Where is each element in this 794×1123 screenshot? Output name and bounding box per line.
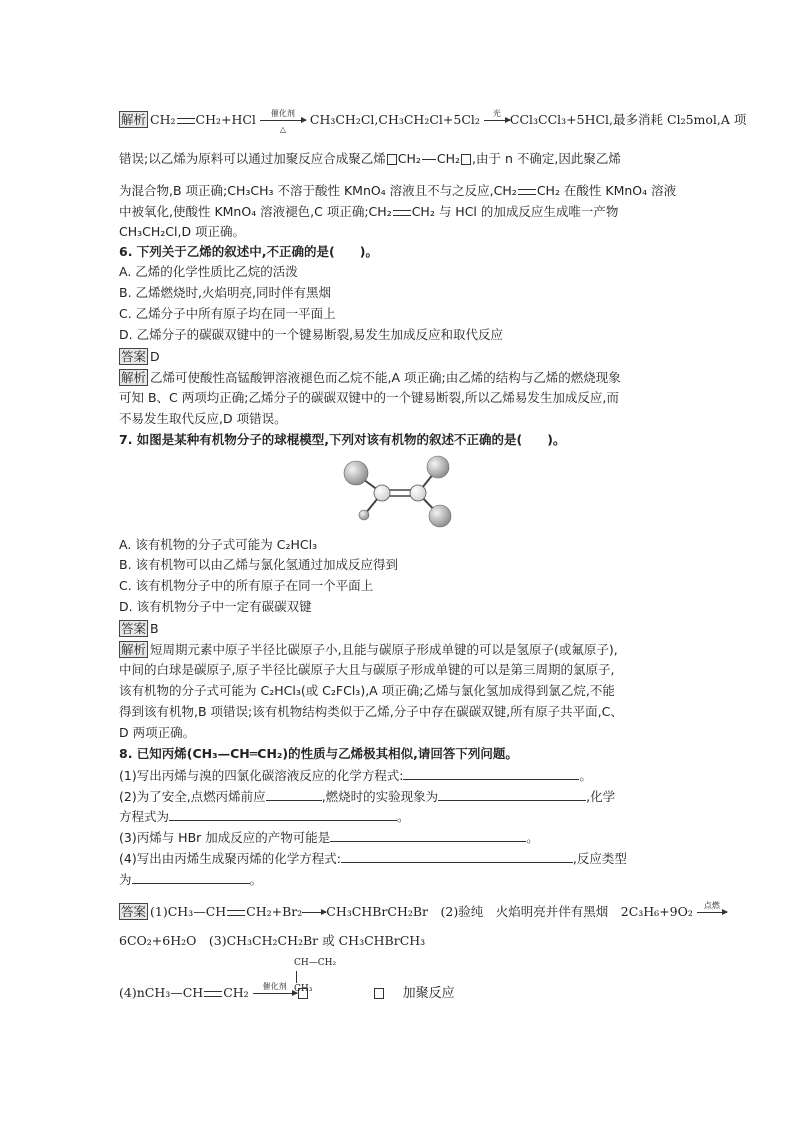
option-c: C. 乙烯分子中所有原子均在同一平面上 — [119, 306, 336, 321]
analysis-tag: 解析 — [121, 642, 147, 657]
bracket-box-icon — [298, 988, 308, 999]
analysis-line: 不易发生取代反应,D 项错误。 — [119, 411, 287, 426]
bracket-box-icon — [387, 154, 397, 165]
analysis-line: 该有机物的分子式可能为 C₂HCl₃(或 C₂FCl₃),A 项正确;乙烯与氯化氢加成得到氯乙烷,不能 — [119, 683, 615, 698]
reaction-arrow-icon: 催化剂 △ — [260, 113, 306, 129]
sub-question-2-cont: 方程式为 。 — [119, 809, 410, 824]
option-d: D. 该有机物分子中一定有碳碳双键 — [119, 599, 312, 614]
question-7-stem: 7. 如图是某种有机物分子的球棍模型,下列对该有机物的叙述不正确的是( )。 — [119, 432, 566, 447]
carbon-atom — [410, 485, 426, 501]
analysis-line: 解析 CH₂ CH₂+HCl 催化剂 △ CH₃CH₂Cl,CH₃CH₂Cl+5Cl₂ 光 CCl₃CCl₃+5HCl,最多消耗 Cl₂5mol,A 项 — [121, 108, 747, 134]
sub-question-3: (3)丙烯与 HBr 加成反应的产物可能是 。 — [119, 830, 539, 845]
analysis-line: 可知 B、C 两项均正确;乙烯分子的碳碳双键中的一个键易断裂,所以乙烯易发生加成反应,而 — [119, 390, 619, 405]
carbon-atom — [374, 485, 390, 501]
analysis-line: 为混合物,B 项正确;CH₃CH₃ 不溶于酸性 KMnO₄ 溶液且不与之反应,CH₂ CH₂ 在酸性 KMnO₄ 溶液 — [119, 183, 677, 198]
analysis-line: 中被氧化,使酸性 KMnO₄ 溶液褪色,C 项正确;CH₂ CH₂ 与 HCl 的加成反应生成唯一产物 — [119, 204, 619, 219]
answer-line: 答案 B — [121, 621, 159, 636]
double-bond-icon — [204, 991, 222, 997]
bond-icon — [422, 159, 436, 160]
chlorine-atom — [427, 456, 449, 478]
answer-tag: 答案 — [121, 349, 147, 364]
question-6-stem: 6. 下列关于乙烯的叙述中,不正确的是( )。 — [119, 244, 378, 259]
answer-line: 6CO₂+6H₂O (3)CH₃CH₂CH₂Br 或 CH₃CHBrCH₃ — [119, 933, 426, 948]
analysis-tag: 解析 — [121, 112, 147, 127]
reaction-arrow-icon: 点燃 — [697, 905, 727, 921]
double-bond-icon — [393, 210, 411, 216]
analysis-line: 错误;以乙烯为原料可以通过加聚反应合成聚乙烯 CH₂ CH₂ ,由于 n 不确定,因此聚乙烯 — [119, 151, 621, 166]
answer-blank[interactable] — [403, 767, 579, 780]
answer-blank[interactable] — [266, 788, 322, 801]
answer-blank[interactable] — [341, 850, 573, 863]
double-bond-icon — [177, 118, 195, 124]
polymer-branch-bottom: CH₃ — [294, 984, 313, 994]
option-b: B. 该有机物可以由乙烯与氯化氢通过加成反应得到 — [119, 557, 399, 572]
question-8-stem: 8. 已知丙烯(CH₃—CH═CH₂)的性质与乙烯极其相似,请回答下列问题。 — [119, 746, 518, 761]
chlorine-atom — [429, 505, 451, 527]
polymer-branch-top: CH—CH₂ — [294, 958, 337, 968]
option-d: D. 乙烯分子的碳碳双键中的一个键易断裂,易发生加成反应和取代反应 — [119, 327, 504, 342]
reaction-arrow-icon — [302, 905, 326, 921]
answer-blank[interactable] — [330, 829, 526, 842]
analysis-line: 中间的白球是碳原子,原子半径比碳原子大且与碳原子形成单键的可以是第三周期的氯原子, — [119, 662, 615, 677]
sub-question-1: (1)写出丙烯与溴的四氯化碳溶液反应的化学方程式: 。 — [119, 768, 592, 783]
analysis-line: D 两项正确。 — [119, 725, 196, 740]
option-c: C. 该有机物分子中的所有原子在同一个平面上 — [119, 578, 374, 593]
reaction-arrow-icon: 光 — [484, 113, 510, 129]
analysis-line: 解析 乙烯可使酸性高锰酸钾溶液褪色而乙烷不能,A 项正确;由乙烯的结构与乙烯的燃烧现象 — [121, 370, 621, 385]
option-b: B. 乙烯燃烧时,火焰明亮,同时伴有黑烟 — [119, 285, 331, 300]
answer-line: 答案 D — [121, 349, 160, 364]
answer-line: 答案 (1)CH₃—CH CH₂+Br₂ CH₃CHBrCH₂Br (2)验纯 火焰明亮并伴有黑烟 2C₃H₆+9O₂ 点燃 — [119, 903, 727, 921]
analysis-line: CH₃CH₂Cl,D 项正确。 — [119, 224, 246, 239]
sub-question-4: (4)写出由丙烯生成聚丙烯的化学方程式: ,反应类型 — [119, 851, 627, 866]
bracket-box-icon — [374, 988, 384, 999]
analysis-tag: 解析 — [121, 370, 147, 385]
analysis-line: 得到该有机物,B 项错误;该有机物结构类似于乙烯,分子中存在碳碳双键,所有原子共平面,C、 — [119, 704, 623, 719]
answer-blank[interactable] — [132, 871, 250, 884]
answer-tag: 答案 — [121, 904, 147, 919]
option-a: A. 乙烯的化学性质比乙烷的活泼 — [119, 264, 298, 279]
answer-tag: 答案 — [121, 621, 147, 636]
answer-line: (4)nCH₃—CH CH₂ 催化剂 加聚反应 — [119, 981, 455, 1001]
option-a: A. 该有机物的分子式可能为 C₂HCl₃ — [119, 537, 318, 552]
chlorine-atom — [344, 461, 368, 485]
sub-question-2: (2)为了安全,点燃丙烯前应 ,燃烧时的实验现象为 ,化学 — [119, 789, 616, 804]
bracket-box-icon — [461, 154, 471, 165]
double-bond-icon — [227, 910, 245, 916]
double-bond-icon — [518, 189, 536, 195]
sub-question-4-cont: 为 。 — [119, 872, 263, 887]
hydrogen-atom — [359, 510, 369, 520]
answer-blank[interactable] — [169, 808, 397, 821]
answer-blank[interactable] — [438, 788, 586, 801]
reaction-arrow-icon: 催化剂 — [253, 986, 297, 1002]
ball-and-stick-model — [330, 450, 470, 536]
analysis-line: 解析 短周期元素中原子半径比碳原子小,且能与碳原子形成单键的可以是氢原子(或氟原子), — [121, 642, 618, 657]
